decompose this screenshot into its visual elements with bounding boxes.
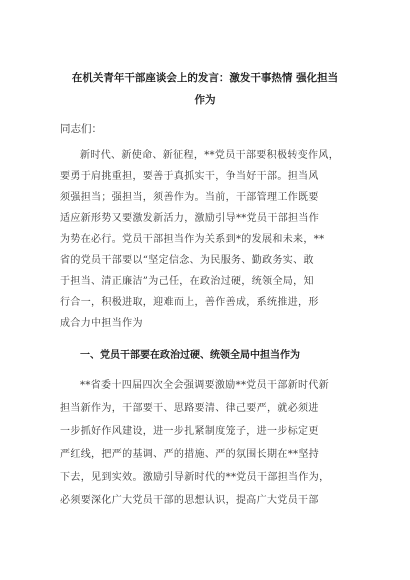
document-title-line-2: 作为 <box>194 94 216 106</box>
document-title-line-1: 在机关青年干部座谈会上的发言：激发干事热情 强化担当 <box>71 72 339 84</box>
paragraph-1-line: 须强担当；强担当，须善作为。当前，干部管理工作既要 <box>60 192 319 203</box>
paragraph-2-line: 担当新作为，干部要干、思路要清、律己要严，就必须进 <box>60 403 319 414</box>
salutation: 同志们： <box>60 123 102 135</box>
paragraph-1-line: 行合一，积极进取，迎难而上，善作善成，系统推进，形 <box>60 297 319 308</box>
paragraph-1-line: 省的党员干部要以“坚定信念、为民服务、勤政务实、敢 <box>60 255 314 266</box>
section-heading-1: 一、党员干部要在政治过硬、统领全局中担当作为 <box>80 350 300 361</box>
paragraph-2-line: 一步抓好作风建设，进一步扎紧制度笼子，进一步标定更 <box>60 426 319 437</box>
paragraph-1-line: 新时代、新使命、新征程，**党员干部要积极转变作风， <box>80 150 340 161</box>
paragraph-2-line: **省委十四届四次全会强调要激励**党员干部新时代新 <box>80 380 330 391</box>
paragraph-1-line: 成合力中担当作为 <box>60 318 143 329</box>
paragraph-2-line: 下去，见到实效。激励引导新时代的**党员干部担当作为， <box>60 472 330 483</box>
paragraph-2-line: 必须要深化广大党员干部的思想认识，提高广大党员干部 <box>60 495 319 506</box>
paragraph-1-line: 于担当、清正廉洁”为己任，在政治过硬，统领全局，知 <box>60 276 314 287</box>
paragraph-1-line: 适应新形势又要激发新活力，激励引导**党员干部担当作 <box>60 213 320 224</box>
paragraph-1-line: 为势在必行。党员干部担当作为关系到*的发展和未来，** <box>60 234 325 245</box>
paragraph-1-line: 要勇于肩挑重担，要善于真抓实干，争当好干部。担当风 <box>60 171 319 182</box>
paragraph-2-line: 严红线，把严的基调、严的措施、严的氛围长期在**坚持 <box>60 449 320 460</box>
